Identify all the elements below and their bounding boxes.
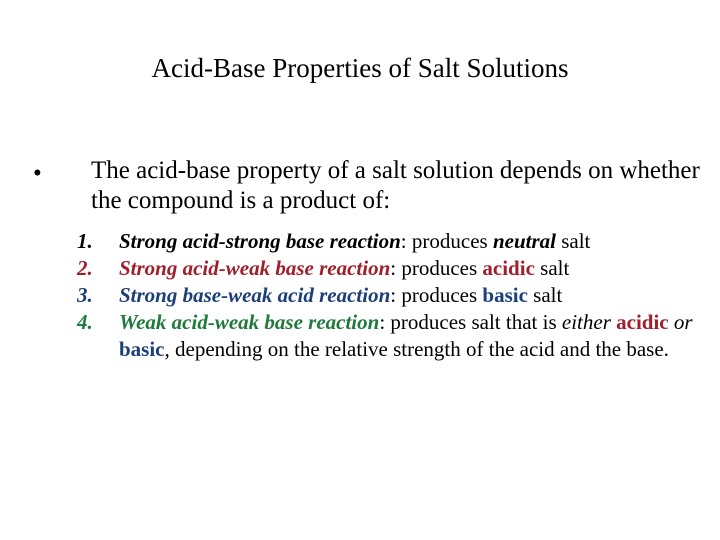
- list-item-4: [77, 309, 707, 363]
- produces-text: produces salt that is: [385, 310, 562, 334]
- colon: :: [390, 256, 397, 280]
- suffix-text: salt: [534, 256, 570, 280]
- item-number: 2.: [77, 256, 93, 280]
- list-item-3: [77, 282, 707, 309]
- suffix-text: , depending on the relative strength of the acid and the base.: [164, 337, 669, 361]
- reaction-label: Strong base-weak acid reaction: [119, 283, 391, 307]
- bullet-text: The acid-base property of a salt solution depends on whether the compound is a product of:: [91, 157, 700, 214]
- bullet-marker: •: [33, 160, 42, 187]
- produces-text: produces: [396, 283, 483, 307]
- colon: :: [390, 283, 397, 307]
- keyword-basic: basic: [119, 337, 165, 361]
- item-number: 4.: [77, 310, 93, 334]
- slide-title: Acid-Base Properties of Salt Solutions: [151, 53, 569, 83]
- reaction-label: Strong acid-strong base reaction: [119, 229, 401, 253]
- item-number: 3.: [77, 283, 93, 307]
- suffix-text: salt: [527, 283, 563, 307]
- list-item-2: [77, 255, 707, 282]
- keyword-neutral: neutral: [492, 229, 556, 253]
- produces-text: produces: [396, 256, 483, 280]
- colon: :: [400, 229, 407, 253]
- numbered-list: [77, 228, 707, 363]
- keyword-basic: basic: [482, 283, 528, 307]
- reaction-label: Weak acid-weak base reaction: [119, 310, 380, 334]
- list-item-1: [77, 228, 707, 255]
- reaction-label: Strong acid-weak base reaction: [119, 256, 391, 280]
- colon: :: [379, 310, 386, 334]
- or-text: or: [668, 310, 693, 334]
- keyword-acidic: acidic: [482, 256, 535, 280]
- keyword-acidic: acidic: [616, 310, 669, 334]
- suffix-text: salt: [555, 229, 591, 253]
- item-number: 1.: [77, 229, 93, 253]
- produces-text: produces: [406, 229, 493, 253]
- either-text: either: [561, 310, 611, 334]
